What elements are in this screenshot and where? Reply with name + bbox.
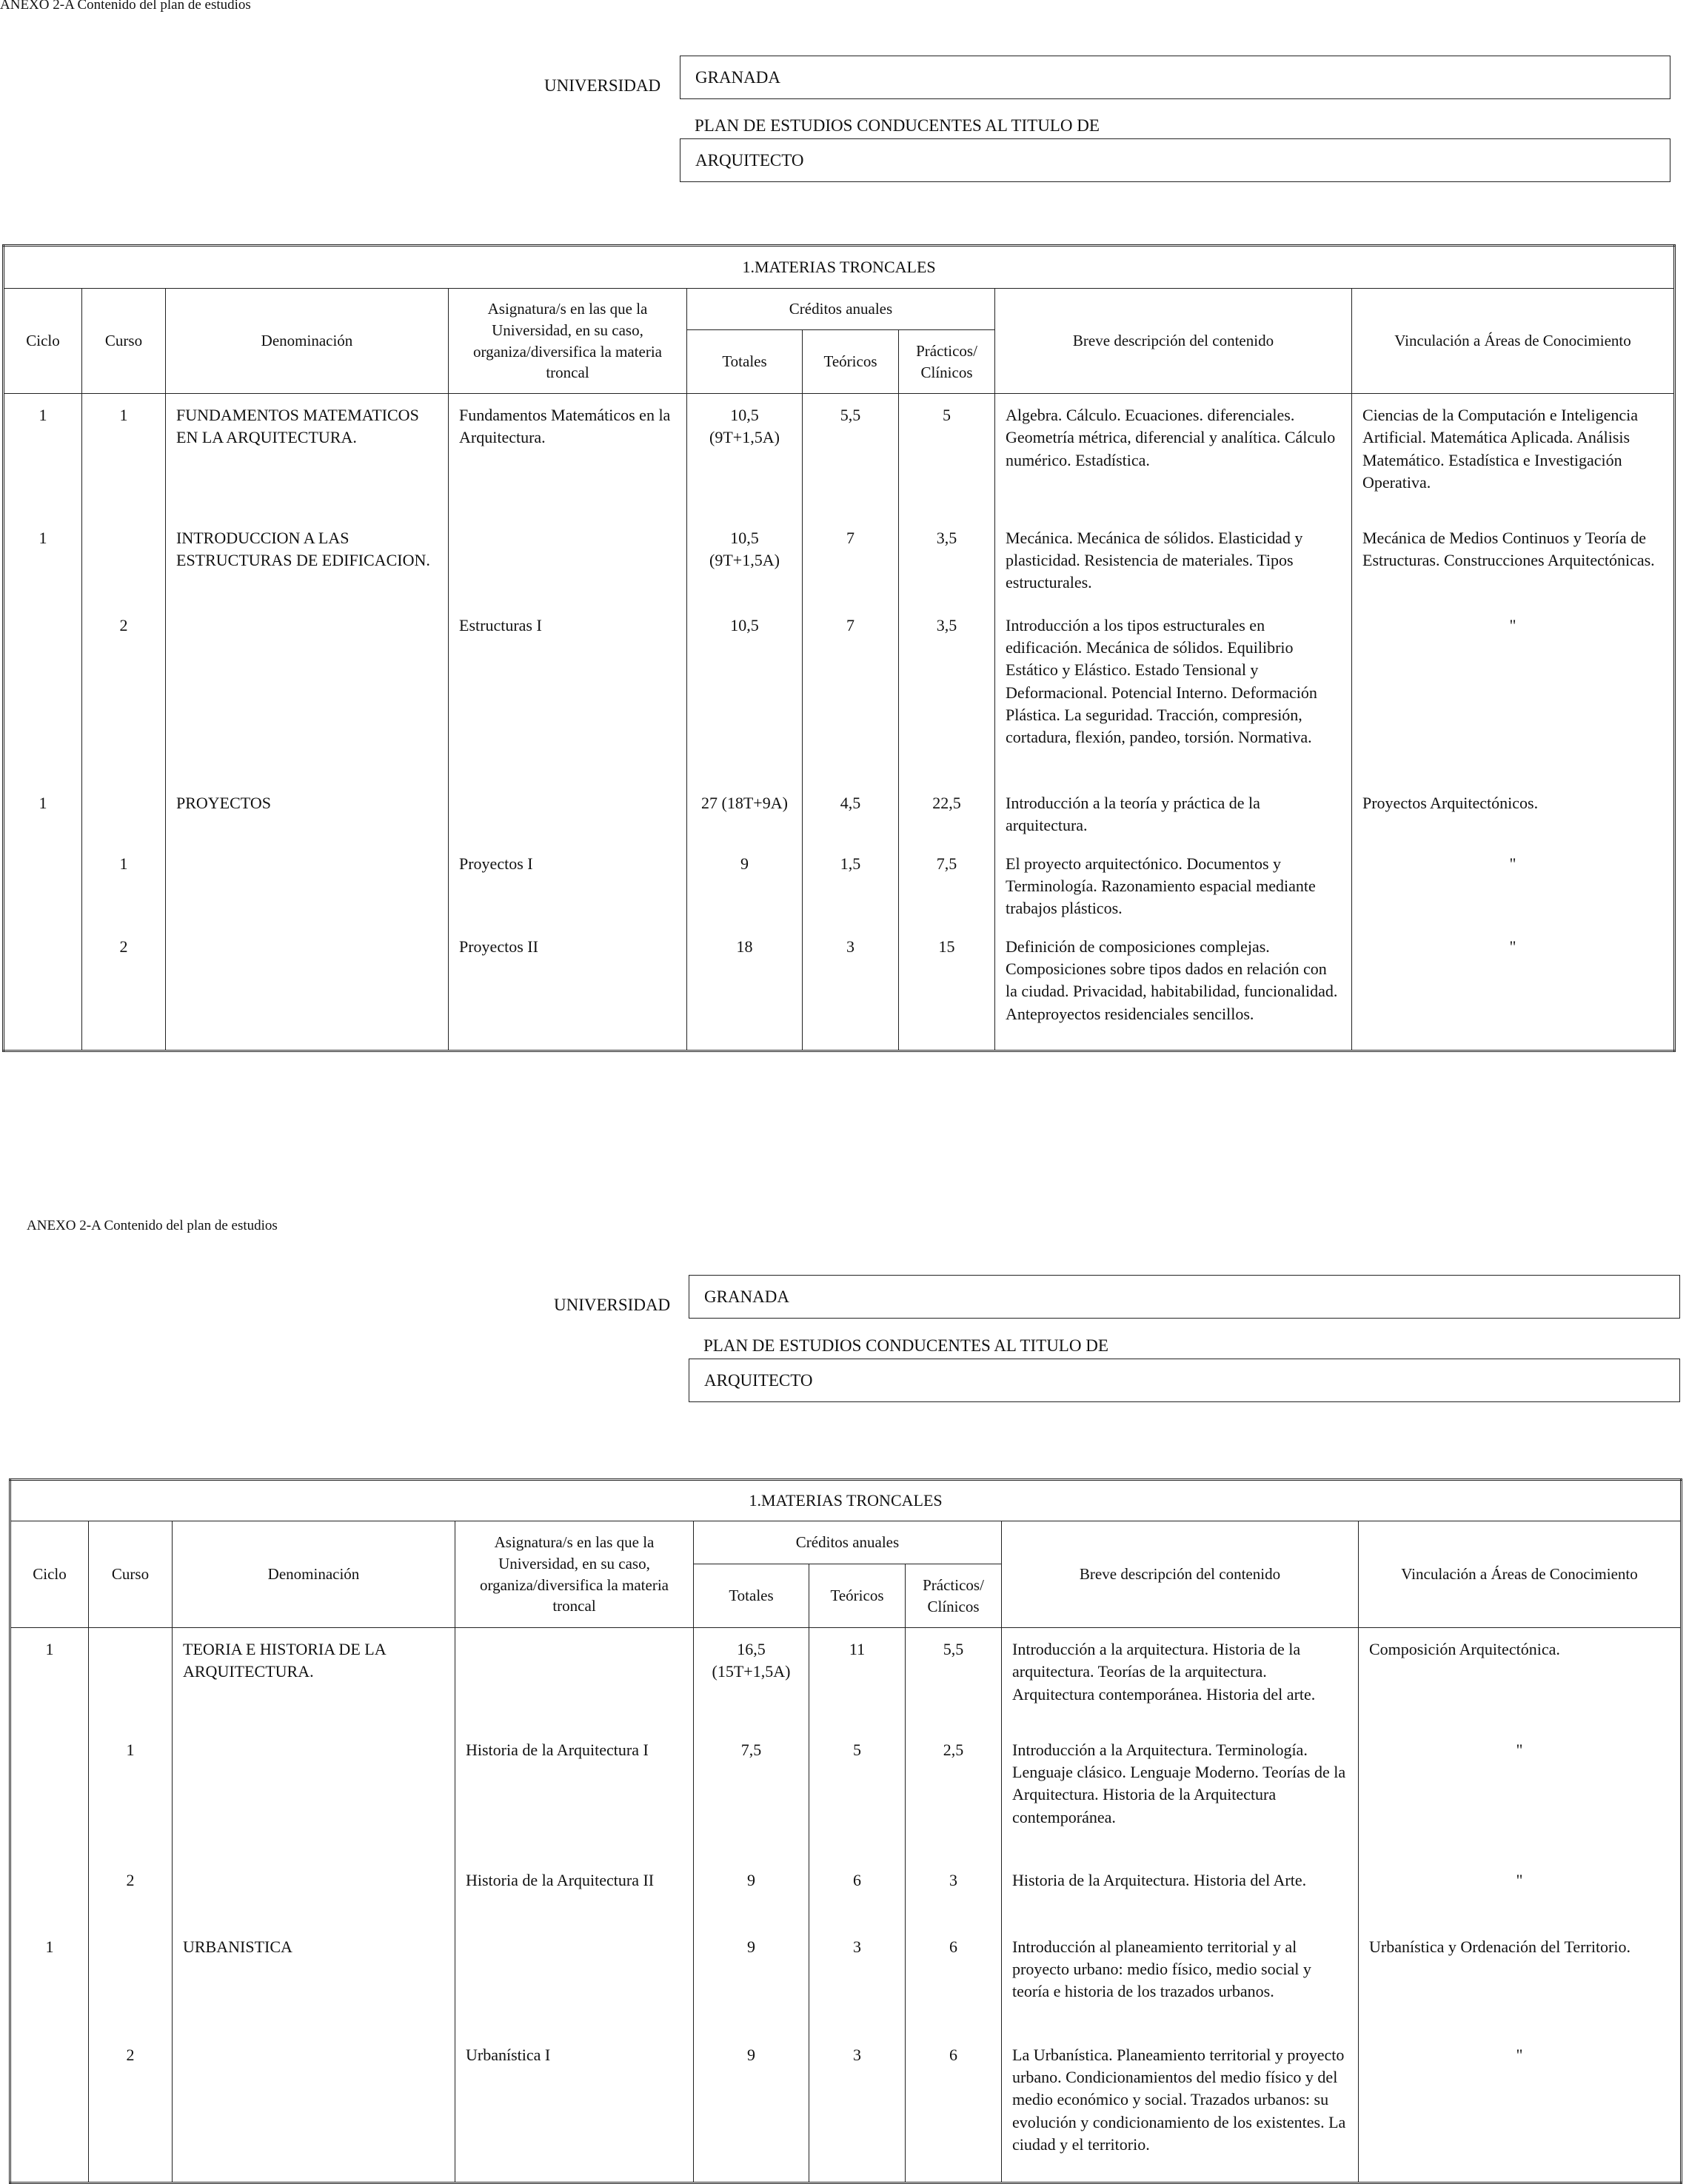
cell-teoricos: 5 <box>809 1733 906 1863</box>
cell-denominacion: INTRODUCCION A LAS ESTRUCTURAS DE EDIFICACION. <box>166 521 449 609</box>
header-totales: Totales <box>694 1564 809 1628</box>
table-row <box>4 521 1675 609</box>
header-asignatura: Asignatura/s en las que la Universidad, en su caso, organiza/diversifica la materia troncal <box>449 289 687 394</box>
cell-vinculacion: " <box>1359 2038 1682 2183</box>
cell-denominacion <box>173 1863 455 1930</box>
cell-practicos: 15 <box>899 930 995 1051</box>
cell-totales: 9 <box>687 847 803 930</box>
cell-vinculacion: " <box>1352 847 1675 930</box>
table-row <box>4 847 1675 930</box>
cell-descripcion: Definición de composiciones complejas. Composiciones sobre tipos dados en relación con la ciudad. Privacidad, habitabilidad, funcionalidad. Anteproyectos residenciales sencillos. <box>995 930 1352 1051</box>
table-row <box>10 1930 1682 2038</box>
universidad-value: GRANADA <box>695 67 780 87</box>
cell-curso: 1 <box>89 1733 173 1863</box>
universidad-label: UNIVERSIDAD <box>554 1296 671 1314</box>
cell-descripcion: Introducción a la arquitectura. Historia de la arquitectura. Teorías de la arquitectura. Arquitectura contemporánea. Historia del arte. <box>1002 1628 1359 1733</box>
cell-denominacion <box>166 847 449 930</box>
cell-vinculacion: Urbanística y Ordenación del Territorio. <box>1359 1930 1682 2038</box>
cell-ciclo <box>10 1863 89 1930</box>
header-creditos: Créditos anuales <box>687 289 995 330</box>
cell-curso: 1 <box>82 394 166 521</box>
cell-totales: 16,5 (15T+1,5A) <box>694 1628 809 1733</box>
cell-asignatura <box>449 786 687 847</box>
header-creditos: Créditos anuales <box>694 1521 1002 1564</box>
cell-denominacion <box>166 609 449 786</box>
cell-descripcion: Mecánica. Mecánica de sólidos. Elasticidad y plasticidad. Resistencia de materiales. Tipos estructurales. <box>995 521 1352 609</box>
plan-label: PLAN DE ESTUDIOS CONDUCENTES AL TITULO DE <box>695 116 1100 135</box>
cell-asignatura: Proyectos I <box>449 847 687 930</box>
cell-ciclo: 1 <box>4 394 82 521</box>
cell-descripcion: Introducción a la teoría y práctica de la arquitectura. <box>995 786 1352 847</box>
table-body <box>10 1628 1682 2183</box>
cell-curso <box>89 1930 173 2038</box>
cell-ciclo <box>4 847 82 930</box>
cell-denominacion: TEORIA E HISTORIA DE LA ARQUITECTURA. <box>173 1628 455 1733</box>
cell-vinculacion: Mecánica de Medios Continuos y Teoría de Estructuras. Construcciones Arquitectónicas. <box>1352 521 1675 609</box>
universidad-field <box>689 1275 1680 1319</box>
cell-totales: 9 <box>694 1863 809 1930</box>
cell-teoricos: 1,5 <box>803 847 899 930</box>
cell-descripcion: Historia de la Arquitectura. Historia del Arte. <box>1002 1863 1359 1930</box>
cell-curso: 2 <box>89 1863 173 1930</box>
cell-teoricos: 11 <box>809 1628 906 1733</box>
cell-curso: 2 <box>89 2038 173 2183</box>
materias-troncales-table <box>2 244 1676 1052</box>
cell-curso <box>89 1628 173 1733</box>
cell-practicos: 2,5 <box>906 1733 1002 1863</box>
header-teoricos: Teóricos <box>803 330 899 394</box>
table-row <box>10 1863 1682 1930</box>
cell-practicos: 6 <box>906 2038 1002 2183</box>
cell-descripcion: La Urbanística. Planeamiento territorial y proyecto urbano. Condicionamientos del medio físico y del medio económico y social. Trazados urbanos: su evolución y condicionamiento de los existentes. La ciudad y el territorio. <box>1002 2038 1359 2183</box>
cell-ciclo <box>10 2038 89 2183</box>
cell-curso: 1 <box>82 847 166 930</box>
table-row <box>4 786 1675 847</box>
cell-asignatura: Historia de la Arquitectura I <box>455 1733 694 1863</box>
header-denominacion: Denominación <box>173 1521 455 1628</box>
cell-curso: 2 <box>82 609 166 786</box>
cell-curso <box>82 786 166 847</box>
header-ciclo: Ciclo <box>10 1521 89 1628</box>
cell-denominacion: PROYECTOS <box>166 786 449 847</box>
cell-totales: 9 <box>694 1930 809 2038</box>
cell-teoricos: 7 <box>803 609 899 786</box>
cell-curso <box>82 521 166 609</box>
annex-title: ANEXO 2-A Contenido del plan de estudios <box>0 0 251 13</box>
cell-teoricos: 3 <box>809 1930 906 2038</box>
cell-totales: 9 <box>694 2038 809 2183</box>
table-body <box>4 394 1675 1051</box>
cell-totales: 18 <box>687 930 803 1051</box>
header-denominacion: Denominación <box>166 289 449 394</box>
cell-practicos: 22,5 <box>899 786 995 847</box>
table-title: 1.MATERIAS TRONCALES <box>4 246 1675 289</box>
cell-denominacion: FUNDAMENTOS MATEMATICOS EN LA ARQUITECTURA. <box>166 394 449 521</box>
cell-practicos: 3,5 <box>899 609 995 786</box>
cell-totales: 7,5 <box>694 1733 809 1863</box>
cell-practicos: 7,5 <box>899 847 995 930</box>
cell-totales: 10,5 (9T+1,5A) <box>687 521 803 609</box>
cell-vinculacion: Ciencias de la Computación e Inteligencia Artificial. Matemática Aplicada. Análisis Matemático. Estadística e Investigación Operativa. <box>1352 394 1675 521</box>
cell-denominacion: URBANISTICA <box>173 1930 455 2038</box>
cell-teoricos: 4,5 <box>803 786 899 847</box>
header-descripcion: Breve descripción del contenido <box>995 289 1352 394</box>
cell-vinculacion: Composición Arquitectónica. <box>1359 1628 1682 1733</box>
header-asignatura: Asignatura/s en las que la Universidad, en su caso, organiza/diversifica la materia troncal <box>455 1521 694 1628</box>
cell-teoricos: 3 <box>809 2038 906 2183</box>
cell-totales: 27 (18T+9A) <box>687 786 803 847</box>
table-row <box>4 394 1675 521</box>
titulo-value: ARQUITECTO <box>704 1370 813 1390</box>
cell-totales: 10,5 (9T+1,5A) <box>687 394 803 521</box>
cell-vinculacion: " <box>1359 1863 1682 1930</box>
cell-descripcion: El proyecto arquitectónico. Documentos y Terminología. Razonamiento espacial mediante trabajos plásticos. <box>995 847 1352 930</box>
cell-practicos: 3,5 <box>899 521 995 609</box>
cell-ciclo: 1 <box>10 1930 89 2038</box>
header-vinculacion: Vinculación a Áreas de Conocimiento <box>1352 289 1675 394</box>
table-row <box>10 1733 1682 1863</box>
cell-totales: 10,5 <box>687 609 803 786</box>
cell-asignatura <box>449 521 687 609</box>
header-teoricos: Teóricos <box>809 1564 906 1628</box>
cell-teoricos: 3 <box>803 930 899 1051</box>
cell-denominacion <box>166 930 449 1051</box>
header-curso: Curso <box>89 1521 173 1628</box>
materias-troncales-table <box>9 1478 1682 2184</box>
universidad-field <box>680 56 1670 99</box>
header-vinculacion: Vinculación a Áreas de Conocimiento <box>1359 1521 1682 1628</box>
header-practicos: Prácticos/ Clínicos <box>906 1564 1002 1628</box>
cell-vinculacion: " <box>1359 1733 1682 1863</box>
cell-asignatura: Estructuras I <box>449 609 687 786</box>
cell-teoricos: 7 <box>803 521 899 609</box>
header-descripcion: Breve descripción del contenido <box>1002 1521 1359 1628</box>
cell-denominacion <box>173 2038 455 2183</box>
cell-vinculacion: " <box>1352 930 1675 1051</box>
titulo-field <box>689 1359 1680 1402</box>
annex-title: ANEXO 2-A Contenido del plan de estudios <box>27 1218 278 1233</box>
cell-ciclo <box>10 1733 89 1863</box>
cell-descripcion: Introducción al planeamiento territorial y al proyecto urbano: medio físico, medio social y teoría e historia de los trazados urbanos. <box>1002 1930 1359 2038</box>
cell-descripcion: Introducción a los tipos estructurales en edificación. Mecánica de sólidos. Equilibrio Estático y Elástico. Estado Tensional y Deformacional. Potencial Interno. Deformación Plástica. La seguridad. Tracción, compresión, cortadura, flexión, pandeo, torsión. Normativa. <box>995 609 1352 786</box>
titulo-field <box>680 138 1670 182</box>
cell-asignatura: Proyectos II <box>449 930 687 1051</box>
table-title: 1.MATERIAS TRONCALES <box>10 1480 1682 1521</box>
cell-vinculacion: " <box>1352 609 1675 786</box>
cell-practicos: 6 <box>906 1930 1002 2038</box>
cell-practicos: 5 <box>899 394 995 521</box>
cell-asignatura: Historia de la Arquitectura II <box>455 1863 694 1930</box>
header-curso: Curso <box>82 289 166 394</box>
cell-teoricos: 5,5 <box>803 394 899 521</box>
header-practicos: Prácticos/ Clínicos <box>899 330 995 394</box>
cell-asignatura <box>455 1628 694 1733</box>
cell-practicos: 3 <box>906 1863 1002 1930</box>
cell-asignatura <box>455 1930 694 2038</box>
table-row <box>10 2038 1682 2183</box>
cell-ciclo: 1 <box>4 786 82 847</box>
cell-descripcion: Introducción a la Arquitectura. Terminología. Lenguaje clásico. Lenguaje Moderno. Teorías de la Arquitectura. Historia de la Arquitectura contemporánea. <box>1002 1733 1359 1863</box>
cell-ciclo: 1 <box>4 521 82 609</box>
cell-denominacion <box>173 1733 455 1863</box>
cell-curso: 2 <box>82 930 166 1051</box>
cell-practicos: 5,5 <box>906 1628 1002 1733</box>
table-row <box>4 609 1675 786</box>
universidad-value: GRANADA <box>704 1287 789 1306</box>
cell-descripcion: Algebra. Cálculo. Ecuaciones. diferenciales. Geometría métrica, diferencial y analítica. Cálculo numérico. Estadística. <box>995 394 1352 521</box>
cell-asignatura: Fundamentos Matemáticos en la Arquitectura. <box>449 394 687 521</box>
cell-teoricos: 6 <box>809 1863 906 1930</box>
cell-ciclo <box>4 930 82 1051</box>
table-row <box>4 930 1675 1051</box>
header-totales: Totales <box>687 330 803 394</box>
universidad-label: UNIVERSIDAD <box>544 76 661 95</box>
cell-ciclo: 1 <box>10 1628 89 1733</box>
plan-label: PLAN DE ESTUDIOS CONDUCENTES AL TITULO DE <box>703 1336 1108 1355</box>
cell-vinculacion: Proyectos Arquitectónicos. <box>1352 786 1675 847</box>
table-row <box>10 1628 1682 1733</box>
header-ciclo: Ciclo <box>4 289 82 394</box>
cell-asignatura: Urbanística I <box>455 2038 694 2183</box>
cell-ciclo <box>4 609 82 786</box>
titulo-value: ARQUITECTO <box>695 150 804 170</box>
